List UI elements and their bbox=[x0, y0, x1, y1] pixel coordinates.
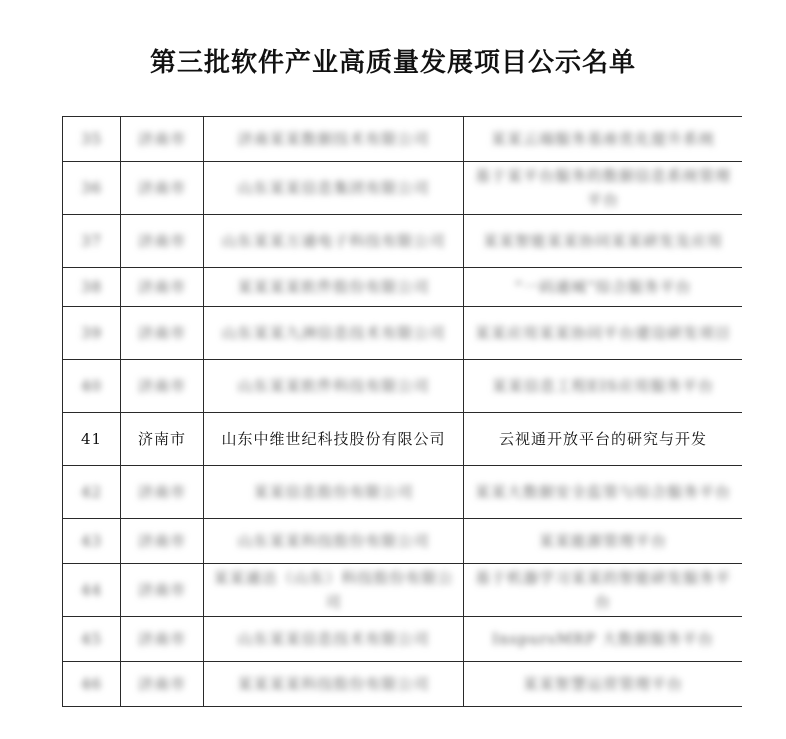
row-city: 济南市 bbox=[121, 519, 204, 564]
row-number: 39 bbox=[63, 307, 121, 360]
row-project: InspursMRP 大数据服务平台 bbox=[464, 617, 743, 662]
row-company: 山东中维世纪科技股份有限公司 bbox=[204, 413, 464, 466]
table-row bbox=[63, 162, 743, 215]
row-city: 济南市 bbox=[121, 215, 204, 268]
row-project: 基于机器学习某某的智能研发服务平台 bbox=[464, 564, 743, 617]
row-city: 济南市 bbox=[121, 307, 204, 360]
row-number: 37 bbox=[63, 215, 121, 268]
row-city: 济南市 bbox=[121, 360, 204, 413]
table-row bbox=[63, 117, 743, 162]
row-city: 济南市 bbox=[121, 117, 204, 162]
row-company: 某某某某软件股份有限公司 bbox=[204, 268, 464, 307]
row-number: 41 bbox=[63, 413, 121, 466]
table-row bbox=[63, 519, 743, 564]
table-row bbox=[63, 564, 743, 617]
row-number: 36 bbox=[63, 162, 121, 215]
page-title: 第三批软件产业高质量发展项目公示名单 bbox=[149, 48, 636, 78]
row-company: 某某信息股份有限公司 bbox=[204, 466, 464, 519]
row-number: 38 bbox=[63, 268, 121, 307]
row-number: 40 bbox=[63, 360, 121, 413]
row-number: 46 bbox=[63, 662, 121, 707]
project-table-container bbox=[62, 116, 742, 739]
row-number: 35 bbox=[63, 117, 121, 162]
row-city: 济南市 bbox=[121, 662, 204, 707]
row-project: 某某能源管理平台 bbox=[464, 519, 743, 564]
row-project: “一码通城”综合服务平台 bbox=[464, 268, 743, 307]
table-row bbox=[63, 466, 743, 519]
row-project: 云视通开放平台的研究与开发 bbox=[464, 413, 743, 466]
table-row bbox=[63, 307, 743, 360]
row-company: 山东某某信息集团有限公司 bbox=[204, 162, 464, 215]
row-number: 42 bbox=[63, 466, 121, 519]
row-city: 济南市 bbox=[121, 617, 204, 662]
table-row bbox=[63, 617, 743, 662]
row-project: 某某云端服务基座优化提升系统 bbox=[464, 117, 743, 162]
project-table bbox=[62, 116, 742, 707]
row-city: 济南市 bbox=[121, 413, 204, 466]
table-row bbox=[63, 662, 743, 707]
row-project: 某某大数据安全监管与综合服务平台 bbox=[464, 466, 743, 519]
table-row bbox=[63, 268, 743, 307]
row-company: 济南某某数据技术有限公司 bbox=[204, 117, 464, 162]
table-row-highlighted bbox=[63, 413, 743, 466]
row-company: 某某某某科技股份有限公司 bbox=[204, 662, 464, 707]
row-project: 某某智慧运营管理平台 bbox=[464, 662, 743, 707]
row-company: 某某通达（山东）科技股份有限公司 bbox=[204, 564, 464, 617]
row-city: 济南市 bbox=[121, 466, 204, 519]
row-city: 济南市 bbox=[121, 162, 204, 215]
row-number: 44 bbox=[63, 564, 121, 617]
row-number: 45 bbox=[63, 617, 121, 662]
row-city: 济南市 bbox=[121, 564, 204, 617]
row-company: 山东某某科技股份有限公司 bbox=[204, 519, 464, 564]
row-company: 山东某某软件科技有限公司 bbox=[204, 360, 464, 413]
row-project: 基于某平台服务的数据信息系统管理平台 bbox=[464, 162, 743, 215]
row-company: 山东某某九洲信息技术有限公司 bbox=[204, 307, 464, 360]
row-number: 43 bbox=[63, 519, 121, 564]
row-company: 山东某某信息技术有限公司 bbox=[204, 617, 464, 662]
row-city: 济南市 bbox=[121, 268, 204, 307]
table-row bbox=[63, 360, 743, 413]
table-row bbox=[63, 215, 743, 268]
row-company: 山东某某万通电子科技有限公司 bbox=[204, 215, 464, 268]
row-project: 某某信息工程EIS应用服务平台 bbox=[464, 360, 743, 413]
row-project: 某某应用某某协同平台建设研发项目 bbox=[464, 307, 743, 360]
row-project: 某某智能某某协同某某研发及应用 bbox=[464, 215, 743, 268]
